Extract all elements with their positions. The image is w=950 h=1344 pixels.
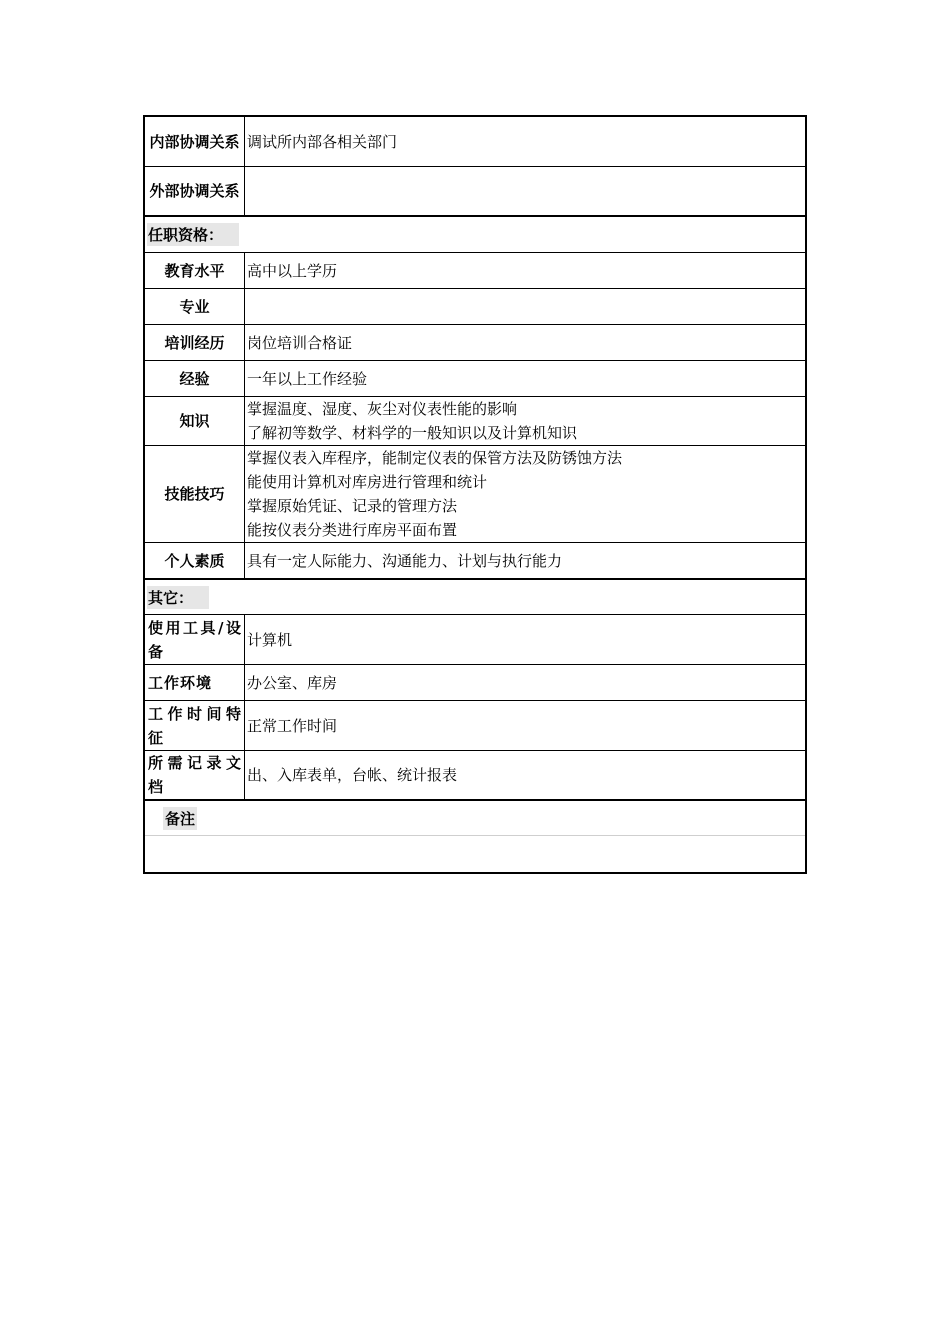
major-row (145, 289, 805, 325)
internal-coordination-row (145, 117, 805, 167)
external-coordination-value (245, 167, 805, 215)
personal-quality-value: 具有一定人际能力、沟通能力、计划与执行能力 (247, 551, 563, 570)
skills-label: 技能技巧 (145, 446, 245, 542)
major-label: 专业 (145, 289, 245, 324)
notes-title: 备注 (145, 801, 805, 836)
experience-label: 经验 (145, 361, 245, 396)
education-row (145, 253, 805, 289)
work-time-label: 工作时间特征 (145, 701, 245, 750)
skills-value: 掌握仪表入库程序，能制定仪表的保管方法及防锈蚀方法 能使用计算机对库房进行管理和统计 掌握原始凭证、记录的管理方法 能按仪表分类进行库房平面布置 (247, 449, 623, 539)
knowledge-label: 知识 (145, 397, 245, 445)
external-coordination-label: 外部协调关系 (145, 167, 245, 215)
tools-label: 使用工具/设备 (145, 615, 245, 664)
training-label: 培训经历 (145, 325, 245, 360)
skills-row (145, 446, 805, 543)
work-time-row (145, 701, 805, 751)
personal-quality-row (145, 543, 805, 580)
training-row (145, 325, 805, 361)
records-label: 所需记录文档 (145, 751, 245, 799)
major-value (245, 289, 805, 324)
other-section-title: 其它： (145, 580, 805, 615)
work-time-value: 正常工作时间 (247, 716, 338, 735)
qualifications-section-title: 任职资格： (145, 217, 805, 253)
notes-value (145, 836, 805, 872)
internal-coordination-value: 调试所内部各相关部门 (247, 132, 398, 151)
training-value: 岗位培训合格证 (247, 333, 353, 352)
experience-value: 一年以上工作经验 (247, 369, 368, 388)
work-environment-row (145, 665, 805, 701)
tools-value: 计算机 (247, 630, 293, 649)
external-coordination-row (145, 167, 805, 217)
tools-row (145, 615, 805, 665)
knowledge-row (145, 397, 805, 446)
records-row (145, 751, 805, 801)
experience-row (145, 361, 805, 397)
internal-coordination-label: 内部协调关系 (145, 117, 245, 166)
personal-quality-label: 个人素质 (145, 543, 245, 578)
work-environment-label: 工作环境 (145, 665, 245, 700)
education-label: 教育水平 (145, 253, 245, 288)
records-value: 出、入库表单，台帐、统计报表 (247, 766, 458, 784)
knowledge-value: 掌握温度、湿度、灰尘对仪表性能的影响 了解初等数学、材料学的一般知识以及计算机知识 (247, 400, 578, 442)
education-value: 高中以上学历 (247, 261, 338, 280)
job-description-form (143, 115, 807, 874)
work-environment-value: 办公室、库房 (247, 673, 338, 692)
